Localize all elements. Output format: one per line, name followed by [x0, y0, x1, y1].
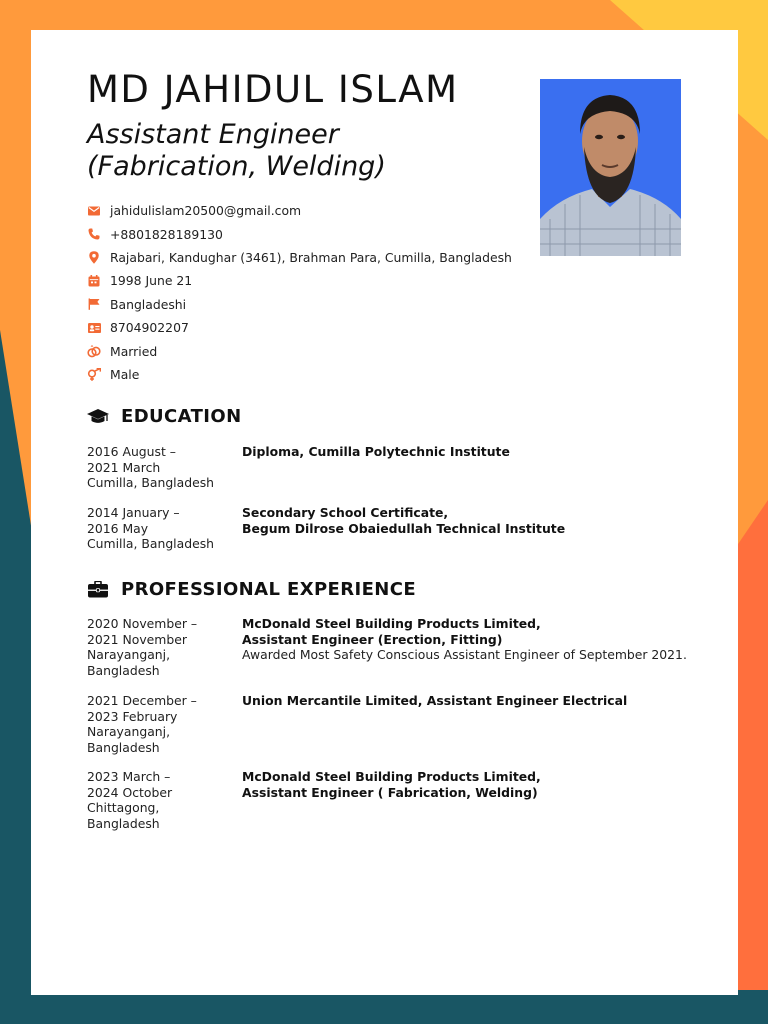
entry-location-line: Narayanganj,: [87, 647, 171, 662]
entry-date-line: 2016 August –: [87, 444, 176, 459]
entry-description: Awarded Most Safety Conscious Assistant Engineer of September 2021.: [242, 647, 687, 662]
contact-email[interactable]: [87, 199, 302, 222]
graduation-cap-icon: [87, 407, 109, 427]
flag-icon: [87, 297, 101, 311]
entry-company-position: Union Mercantile Limited, Assistant Engineer Electrical: [242, 693, 628, 708]
job-title-line-1: Assistant Engineer: [87, 119, 339, 150]
entry-dates: [87, 444, 227, 491]
contact-id-text: 8704902207: [110, 320, 189, 336]
contact-gender: [87, 363, 140, 386]
contact-list: [87, 199, 512, 386]
entry-date-line: 2020 November –: [87, 616, 198, 631]
entry-position: Assistant Engineer ( Fabrication, Welding): [242, 784, 538, 800]
entry-institution: Begum Dilrose Obaiedullah Technical Institute: [242, 520, 566, 536]
entry-details: [242, 505, 702, 536]
entry-date-line: 2021 March: [87, 459, 161, 475]
contact-email-text: jahidulislam20500@gmail.com: [110, 203, 302, 219]
entry-location-line: Bangladesh: [87, 815, 160, 831]
contact-marital-status: [87, 339, 158, 362]
entry-degree: Secondary School Certificate,: [242, 505, 449, 520]
rings-icon: [87, 344, 101, 358]
entry-institution: Diploma, Cumilla Polytechnic Institute: [242, 444, 510, 459]
entry-location-line: Chittagong,: [87, 800, 160, 815]
candidate-name: MD JAHIDUL ISLAM: [87, 68, 459, 111]
entry-location-line: Cumilla, Bangladesh: [87, 536, 215, 551]
contact-address-text: Rajabari, Kandughar (3461), Brahman Para, Cumilla, Bangladesh: [110, 249, 512, 265]
contact-birthdate: [87, 269, 193, 292]
entry-location-line: Bangladesh: [87, 662, 160, 678]
entry-dates: [87, 693, 227, 755]
contact-marital-status-text: Married: [110, 343, 158, 359]
entry-date-line: 2016 May: [87, 520, 149, 536]
experience-heading-text: PROFESSIONAL EXPERIENCE: [121, 579, 417, 600]
entry-date-line: 2023 February: [87, 708, 178, 724]
briefcase-icon: [87, 580, 109, 600]
entry-details: [242, 693, 702, 709]
entry-details: [242, 769, 702, 800]
entry-dates: [87, 769, 227, 831]
profile-photo: [540, 79, 681, 256]
experience-heading: [87, 579, 416, 600]
contact-gender-text: Male: [110, 366, 140, 382]
contact-nationality-text: Bangladeshi: [110, 296, 187, 312]
id-card-icon: [87, 321, 101, 335]
entry-company: McDonald Steel Building Products Limited,: [242, 616, 541, 631]
location-pin-icon: [87, 250, 101, 264]
contact-phone-text: +8801828189130: [110, 226, 223, 242]
resume-paper: [31, 30, 738, 995]
education-heading: [87, 406, 242, 427]
entry-date-line: 2021 December –: [87, 693, 197, 708]
entry-date-line: 2021 November: [87, 631, 187, 647]
entry-date-line: 2024 October: [87, 784, 173, 800]
entry-location-line: Bangladesh: [87, 739, 160, 755]
entry-company: McDonald Steel Building Products Limited,: [242, 769, 541, 784]
calendar-icon: [87, 274, 101, 288]
entry-position: Assistant Engineer (Erection, Fitting): [242, 631, 503, 647]
entry-details: [242, 444, 702, 460]
contact-address: [87, 246, 512, 269]
phone-icon: [87, 227, 101, 241]
job-title: [87, 119, 487, 183]
entry-location-line: Narayanganj,: [87, 724, 171, 739]
entry-location-line: Cumilla, Bangladesh: [87, 475, 215, 490]
education-heading-text: EDUCATION: [121, 406, 242, 427]
entry-dates: [87, 616, 227, 678]
job-title-line-2: (Fabrication, Welding): [87, 151, 386, 182]
contact-phone[interactable]: [87, 222, 223, 245]
entry-dates: [87, 505, 227, 552]
contact-birthdate-text: 1998 June 21: [110, 273, 193, 289]
email-icon: [87, 204, 101, 218]
entry-date-line: 2014 January –: [87, 505, 180, 520]
entry-date-line: 2023 March –: [87, 769, 171, 784]
gender-icon: [87, 367, 101, 381]
entry-details: [242, 616, 702, 663]
contact-id: [87, 316, 189, 339]
contact-nationality: [87, 293, 187, 316]
